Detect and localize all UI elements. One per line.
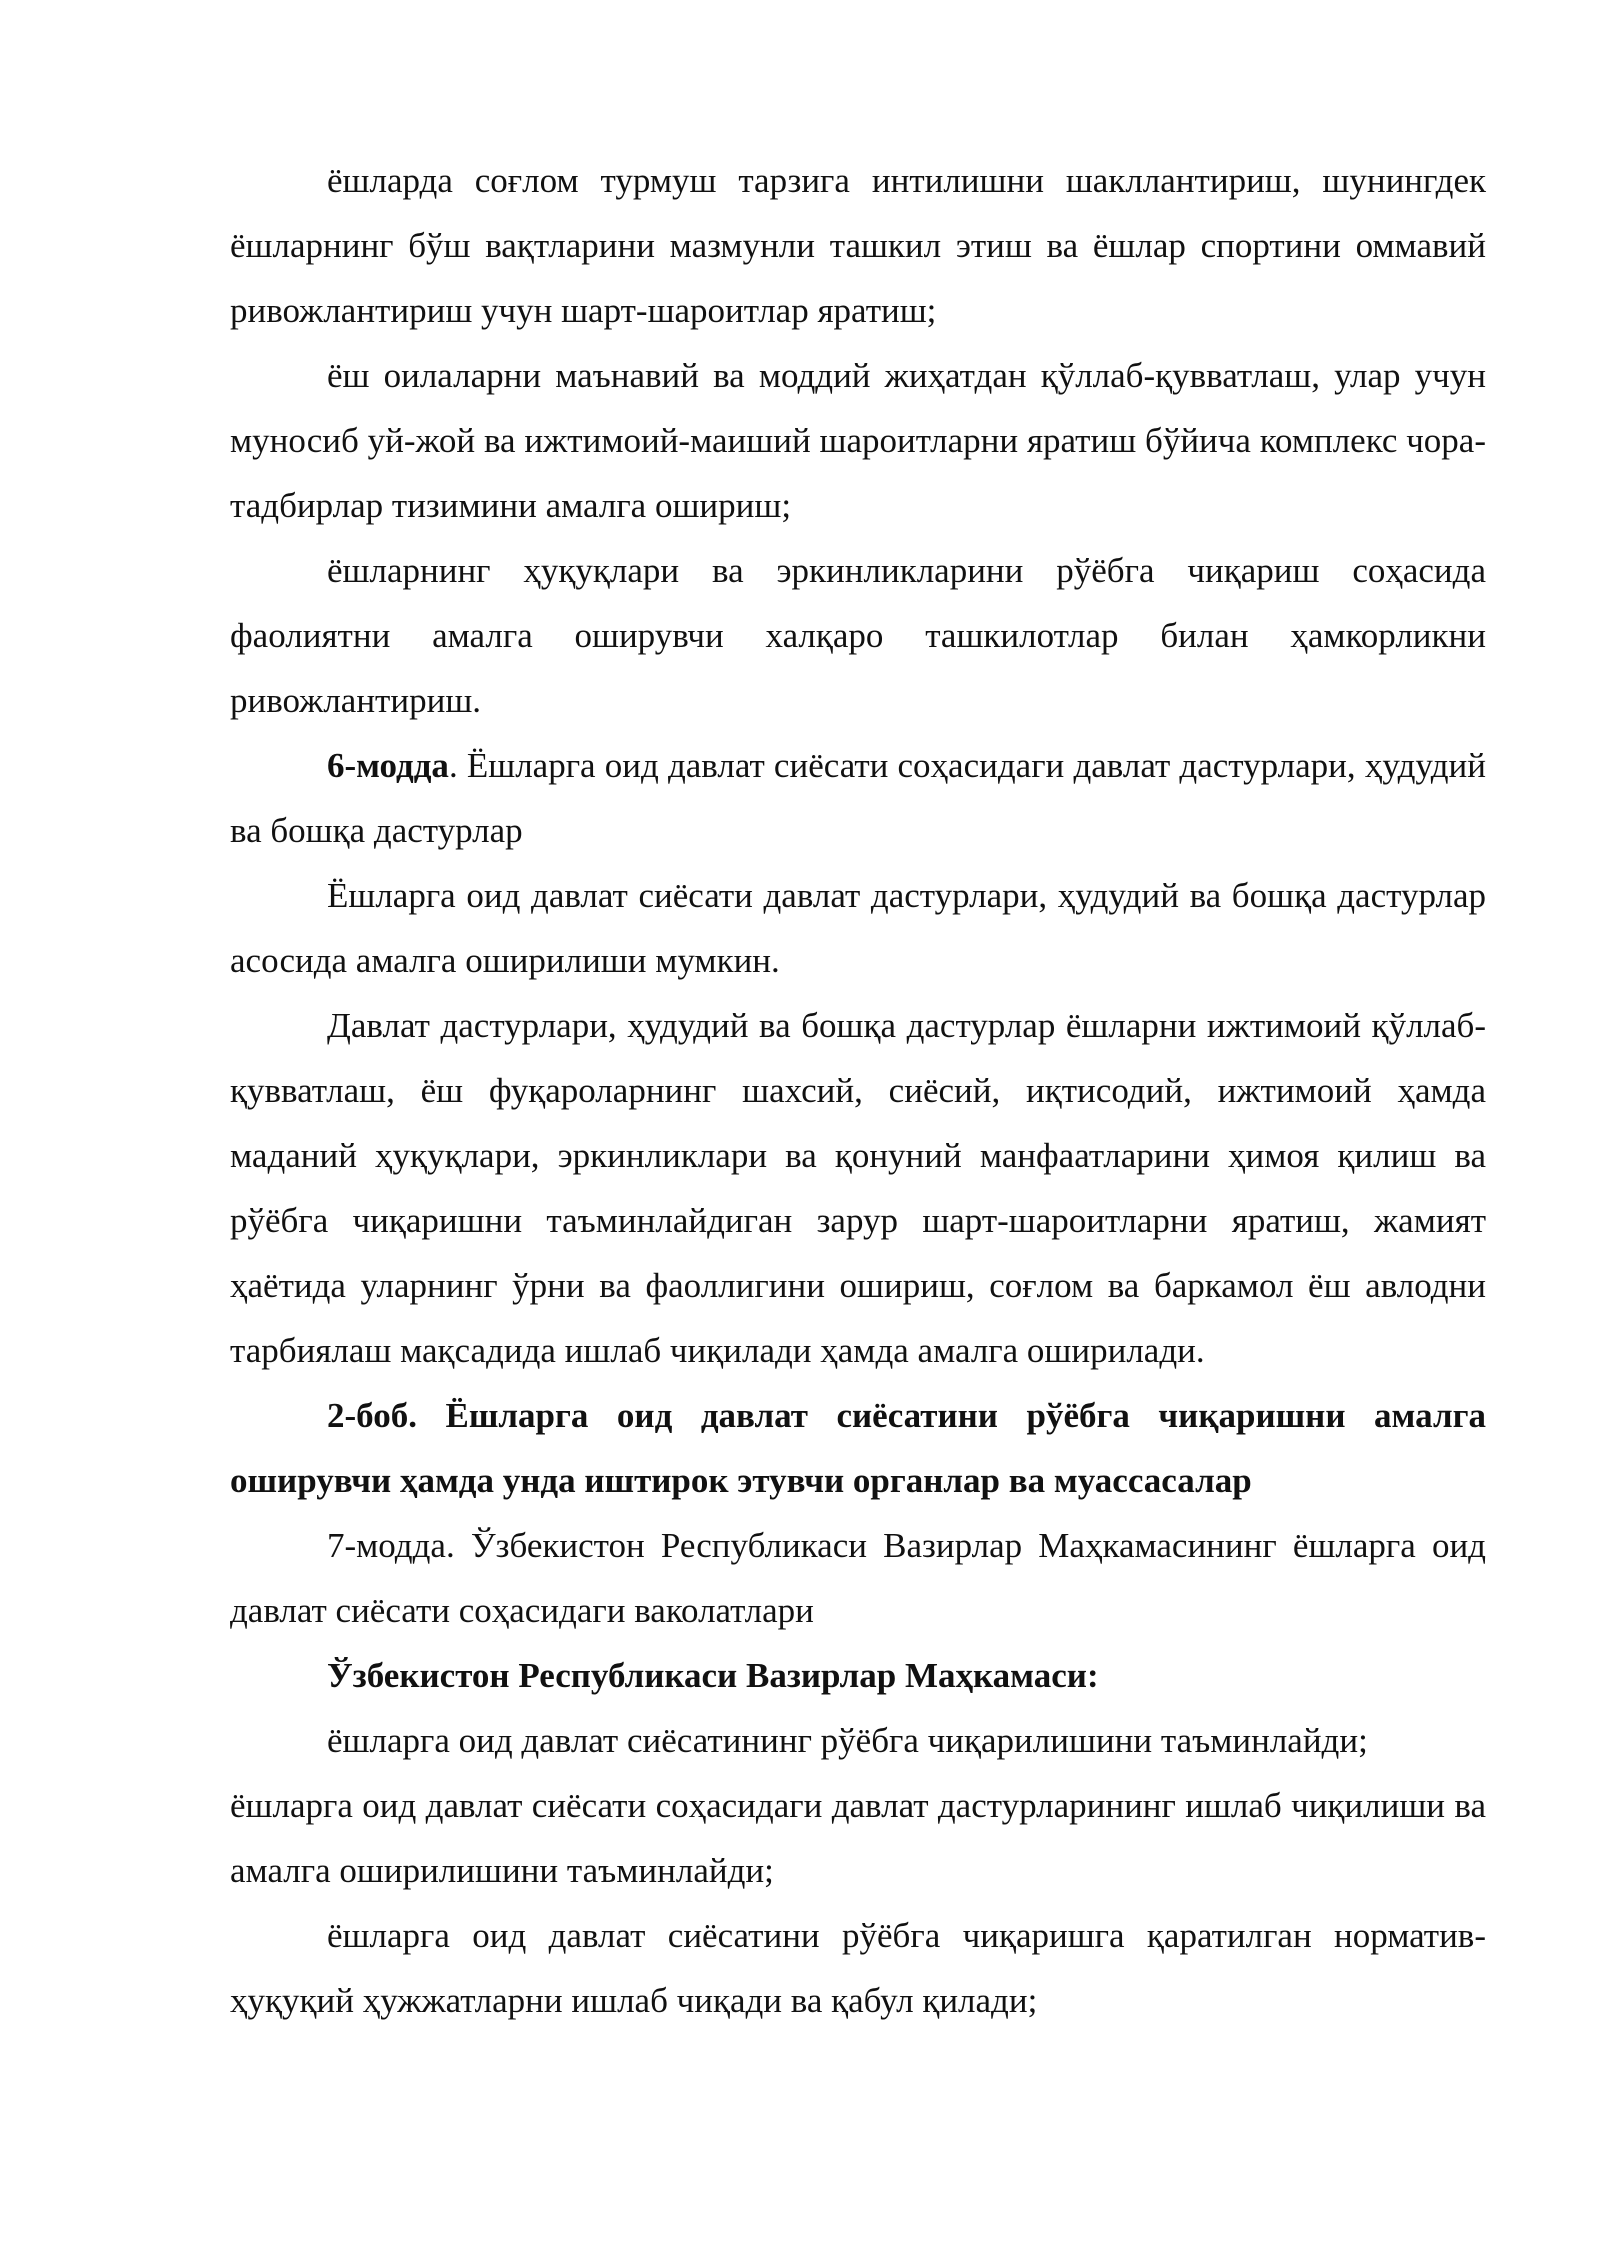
article-6-number: 6-модда: [327, 746, 449, 785]
paragraph-ensures-implementation: ёшларга оид давлат сиёсатининг рўёбга чиқарилишини таъминлайди;: [327, 1721, 1368, 1760]
paragraph-state-programs: ёшларга оид давлат сиёсати соҳасидаги давлат дастурларининг ишлаб чиқилиши ва амалга оширилишини таъминлайди;: [230, 1786, 1486, 1890]
article-7-heading: 7-модда. Ўзбекистон Республикаси Вазирлар Маҳкамасининг ёшларга оид давлат сиёсати соҳасидаги ваколатлари: [230, 1526, 1486, 1630]
paragraph-programs-purpose: Давлат дастурлари, ҳудудий ва бошқа дастурлар ёшларни ижтимоий қўллаб-қувватлаш, ёш фуқароларнинг шахсий, сиёсий, иқтисодий, ижтимоий ҳамда маданий ҳуқуқлари, эркинликлари ва қонуний манфаатларини ҳимоя қилиш ва рўёбга чиқаришни таъминлайдиган зарур шарт-шароитларни яратиш, жамият ҳаётида уларнинг ўрни ва фаоллигини ошириш, соғлом ва баркамол ёш авлодни тарбиялаш мақсадида ишлаб чиқилади ҳамда амалга оширилади.: [230, 1006, 1486, 1370]
document-page: [230, 148, 1486, 2033]
cabinet-of-ministers-heading: Ўзбекистон Республикаси Вазирлар Маҳкамаси:: [327, 1656, 1099, 1695]
chapter-2-heading: 2-боб. Ёшларга оид давлат сиёсатини рўёбга чиқаришни амалга оширувчи ҳамда унда иштирок этувчи органлар ва муассасалар: [230, 1396, 1486, 1500]
paragraph-programs-basis: Ёшларга оид давлат сиёсати давлат дастурлари, ҳудудий ва бошқа дастурлар асосида амалга оширилиши мумкин.: [230, 876, 1486, 980]
article-6-title: . Ёшларга оид давлат сиёсати соҳасидаги давлат дастурлари, ҳудудий ва бошқа дастурлар: [230, 746, 1486, 850]
paragraph-normative-documents: ёшларга оид давлат сиёсатини рўёбга чиқаришга қаратилган норматив-ҳуқуқий ҳужжатларни ишлаб чиқади ва қабул қилади;: [230, 1916, 1486, 2020]
paragraph-international-cooperation: ёшларнинг ҳуқуқлари ва эркинликларини рўёбга чиқариш соҳасида фаолиятни амалга оширувчи халқаро ташкилотлар билан ҳамкорликни ривожлантириш.: [230, 551, 1486, 720]
paragraph-young-families: ёш оилаларни маънавий ва моддий жиҳатдан қўллаб-қувватлаш, улар учун муносиб уй-жой ва ижтимоий-маиший шароитларни яратиш бўйича комплекс чора-тадбирлар тизимини амалга ошириш;: [230, 356, 1486, 525]
article-6-heading: [230, 733, 1486, 863]
paragraph-healthy-lifestyle: ёшларда соғлом турмуш тарзига интилишни шакллантириш, шунингдек ёшларнинг бўш вақтларини мазмунли ташкил этиш ва ёшлар спортини оммавий ривожлантириш учун шарт-шароитлар яратиш;: [230, 161, 1486, 330]
